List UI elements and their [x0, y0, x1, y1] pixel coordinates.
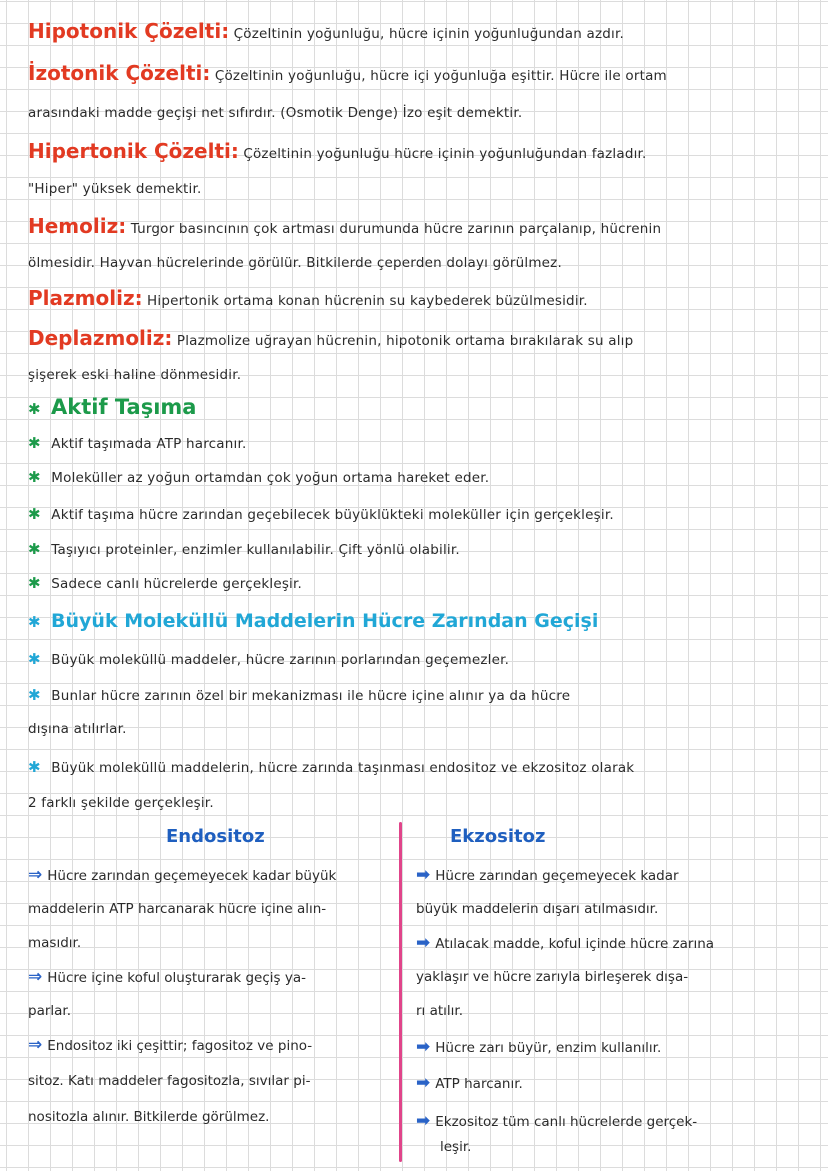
- star-bullet-icon: ✱: [28, 574, 41, 592]
- star-bullet-icon: ✱: [28, 434, 41, 452]
- section-heading-active-transport: [28, 396, 808, 421]
- exocytosis-line: ➡ Atılacak madde, koful içinde hücre zarına: [416, 933, 715, 953]
- column-divider: [399, 822, 402, 1162]
- arrow-right-icon: ➡: [416, 933, 431, 953]
- definition-deplazmoliz: [28, 327, 808, 352]
- arrow-right-icon: ➡: [416, 1073, 431, 1093]
- exocytosis-line: yaklaşır ve hücre zarıyla birleşerek dışa-: [416, 969, 689, 985]
- endocytosis-line: ⇒ Hücre zarından geçemeyecek kadar büyük: [28, 865, 337, 885]
- item-text: Aktif taşıma hücre zarından geçebilecek büyüklükteki moleküller için gerçekleşir.: [51, 507, 614, 523]
- exocytosis-line: ➡ ATP harcanır.: [416, 1073, 523, 1093]
- exocytosis-line: ➡ Hücre zarı büyür, enzim kullanılır.: [416, 1037, 662, 1057]
- definition-text: Hipertonik ortama konan hücrenin su kaybederek büzülmesidir.: [147, 293, 588, 309]
- term-label: Hipertonik Çözelti:: [28, 139, 239, 163]
- term-label: Hemoliz:: [28, 214, 127, 238]
- endocytosis-title: Endositoz: [166, 826, 265, 847]
- exocytosis-title: Ekzositoz: [450, 826, 546, 847]
- term-label: Hipotonik Çözelti:: [28, 19, 230, 43]
- endocytosis-line: sitoz. Katı maddeler fagositozla, sıvılar pi-: [28, 1073, 311, 1089]
- term-label: Deplazmoliz:: [28, 326, 173, 350]
- list-item: [28, 684, 808, 707]
- arrow-right-icon: ➡: [416, 1111, 431, 1131]
- list-item: [28, 756, 808, 779]
- star-bullet-icon: ✱: [28, 650, 41, 668]
- item-text: Bunlar hücre zarının özel bir mekanizması ile hücre içine alınır ya da hücre: [51, 688, 571, 704]
- item-text: Moleküller az yoğun ortamdan çok yoğun ortama hareket eder.: [51, 470, 490, 486]
- list-item: [28, 432, 808, 455]
- star-bullet-icon: ✱: [28, 686, 41, 704]
- definition-text: Turgor basıncının çok artması durumunda hücre zarının parçalanıp, hücrenin: [130, 221, 662, 237]
- endocytosis-line: ⇒ Hücre içine koful oluşturarak geçiş ya-: [28, 967, 306, 987]
- definition-continuation: arasındaki madde geçişi net sıfırdır. (Osmotik Denge) İzo eşit demektir.: [28, 105, 523, 121]
- term-label: Plazmoliz:: [28, 286, 143, 310]
- definition-continuation: ölmesidir. Hayvan hücrelerinde görülür. Bitkilerde çeperden dolayı görülmez.: [28, 255, 562, 271]
- list-item: [28, 572, 808, 595]
- definition-plazmoliz: [28, 287, 808, 312]
- definition-text: Çözeltinin yoğunluğu, hücre içi yoğunluğa eşittir. Hücre ile ortam: [214, 68, 667, 84]
- list-item: [28, 648, 808, 671]
- double-arrow-icon: ⇒: [28, 865, 43, 885]
- heading-text: Büyük Moleküllü Maddelerin Hücre Zarından Geçişi: [51, 610, 599, 632]
- definition-text: Çözeltinin yoğunluğu, hücre içinin yoğunluğundan azdır.: [233, 26, 624, 42]
- endocytosis-line: parlar.: [28, 1003, 72, 1019]
- star-bullet-icon: ✱: [28, 400, 41, 418]
- definition-izotonik: [28, 62, 808, 87]
- list-item: [28, 503, 808, 526]
- item-text: Sadece canlı hücrelerde gerçekleşir.: [51, 576, 303, 592]
- star-bullet-icon: ✱: [28, 758, 41, 776]
- heading-text: Aktif Taşıma: [51, 395, 197, 419]
- definition-hemoliz: [28, 215, 808, 240]
- arrow-right-icon: ➡: [416, 1037, 431, 1057]
- list-item-continuation: dışına atılırlar.: [28, 721, 127, 737]
- definition-continuation: "Hiper" yüksek demektir.: [28, 181, 202, 197]
- item-text: Büyük moleküllü maddeler, hücre zarının porlarından geçemezler.: [51, 652, 510, 668]
- endocytosis-line: ⇒ Endositoz iki çeşittir; fagositoz ve pino-: [28, 1035, 313, 1055]
- exocytosis-line: büyük maddelerin dışarı atılmasıdır.: [416, 901, 659, 917]
- double-arrow-icon: ⇒: [28, 967, 43, 987]
- endocytosis-line: masıdır.: [28, 935, 82, 951]
- exocytosis-line: ➡ Hücre zarından geçemeyecek kadar: [416, 865, 679, 885]
- exocytosis-line: leşir.: [440, 1139, 472, 1155]
- endocytosis-line: nositozla alınır. Bitkilerde görülmez.: [28, 1109, 270, 1125]
- star-bullet-icon: ✱: [28, 468, 41, 486]
- list-item: [28, 538, 808, 561]
- term-label: İzotonik Çözelti:: [28, 61, 211, 85]
- exocytosis-line: ➡ Ekzositoz tüm canlı hücrelerde gerçek-: [416, 1111, 698, 1131]
- definition-text: Plazmolize uğrayan hücrenin, hipotonik ortama bırakılarak su alıp: [176, 333, 634, 349]
- star-bullet-icon: ✱: [28, 540, 41, 558]
- list-item: [28, 466, 808, 489]
- definition-hipotonik: [28, 20, 808, 45]
- endocytosis-line: maddelerin ATP harcanarak hücre içine alın-: [28, 901, 327, 917]
- item-text: Aktif taşımada ATP harcanır.: [51, 436, 247, 452]
- exocytosis-line: rı atılır.: [416, 1003, 464, 1019]
- definition-continuation: şişerek eski haline dönmesidir.: [28, 367, 242, 383]
- definition-text: Çözeltinin yoğunluğu hücre içinin yoğunluğundan fazladır.: [243, 146, 647, 162]
- star-bullet-icon: ✱: [28, 505, 41, 523]
- star-bullet-icon: ✱: [28, 613, 41, 631]
- item-text: Büyük moleküllü maddelerin, hücre zarında taşınması endositoz ve ekzositoz olarak: [51, 760, 635, 776]
- list-item-continuation: 2 farklı şekilde gerçekleşir.: [28, 795, 214, 811]
- double-arrow-icon: ⇒: [28, 1035, 43, 1055]
- section-heading-large-molecules: [28, 610, 808, 634]
- arrow-right-icon: ➡: [416, 865, 431, 885]
- item-text: Taşıyıcı proteinler, enzimler kullanılabilir. Çift yönlü olabilir.: [51, 542, 460, 558]
- definition-hipertonik: [28, 140, 808, 165]
